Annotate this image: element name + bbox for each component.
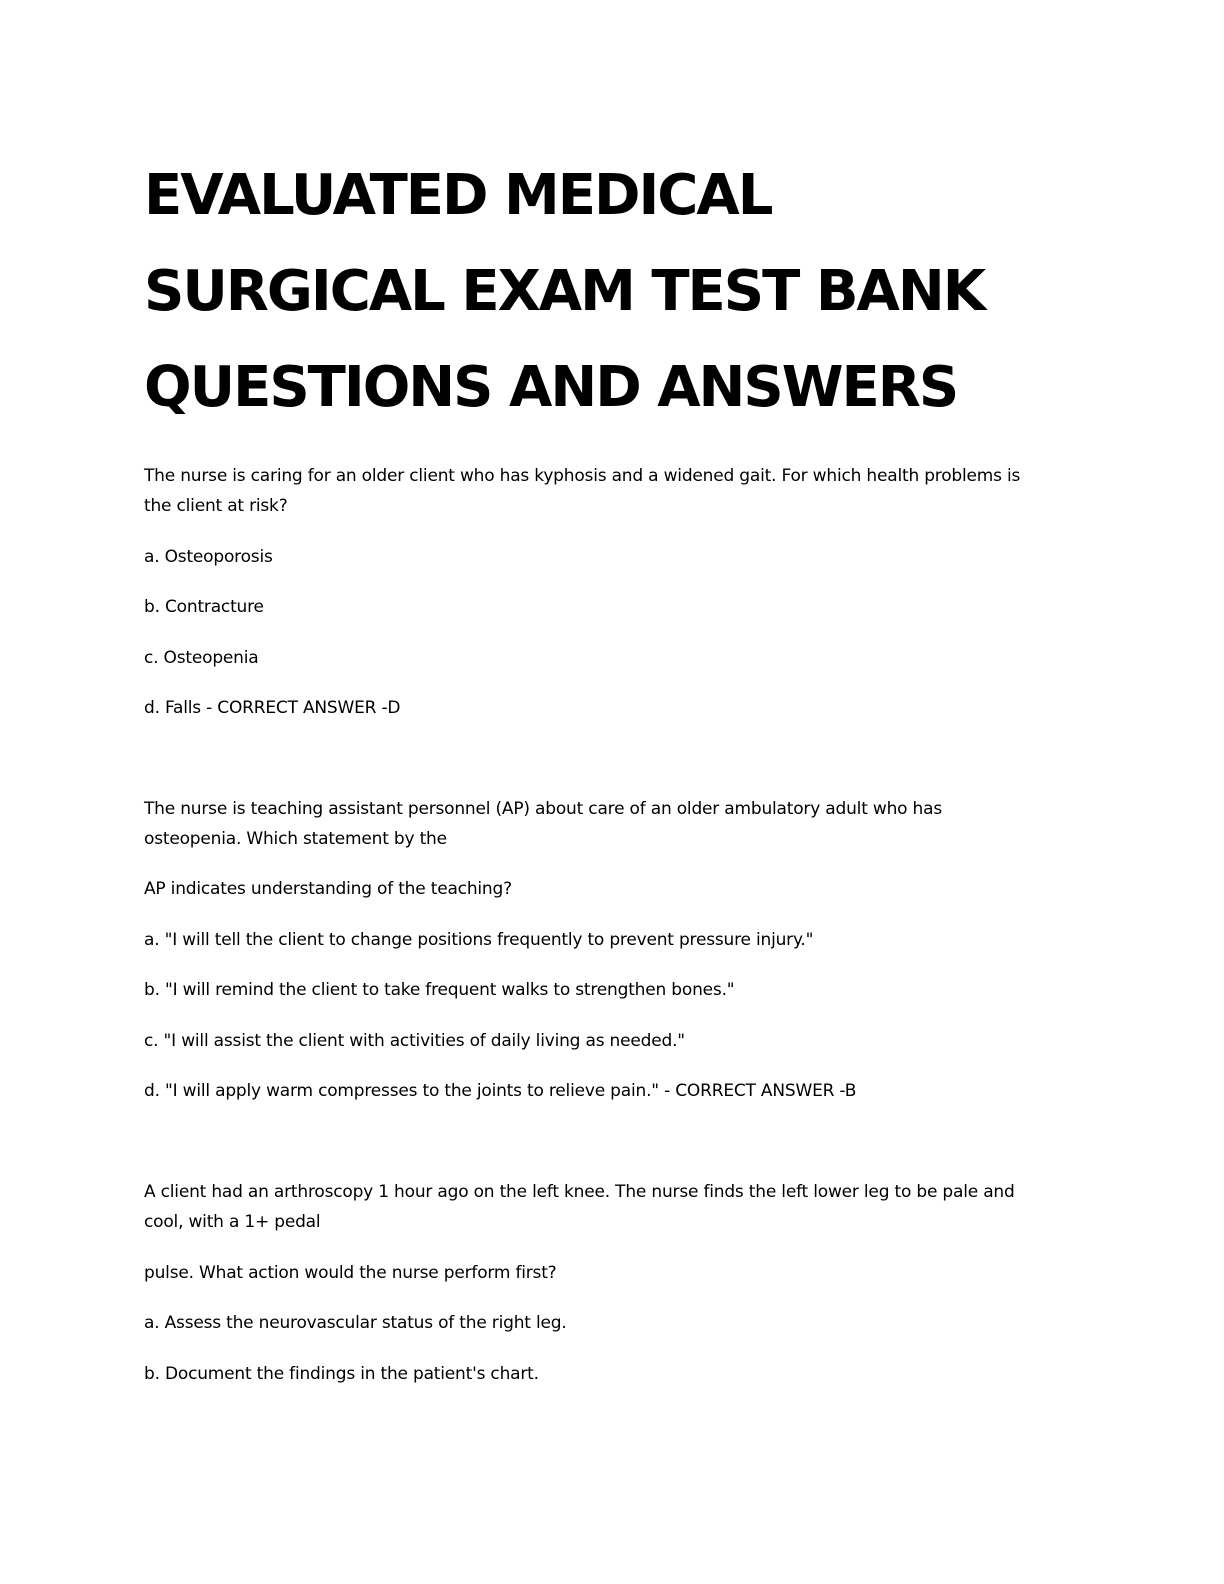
question-1-option-a: a. Osteoporosis [144,547,273,567]
document-title [144,148,1084,436]
title-line-1: EVALUATED MEDICAL [144,163,772,228]
question-1-option-d-answer: d. Falls - CORRECT ANSWER -D [144,698,401,718]
question-3-option-a: a. Assess the neurovascular status of the right leg. [144,1313,567,1333]
question-3-stem-line-2: cool, with a 1+ pedal [144,1212,321,1232]
question-3-option-b: b. Document the findings in the patient's chart. [144,1364,539,1384]
question-2-option-d-answer: d. "I will apply warm compresses to the joints to relieve pain." - CORRECT ANSWER -B [144,1081,857,1101]
question-1-option-c: c. Osteopenia [144,648,259,668]
question-2-stem-line-3: AP indicates understanding of the teaching? [144,879,512,899]
question-2-option-b: b. "I will remind the client to take frequent walks to strengthen bones." [144,980,735,1000]
question-3-stem-line-3: pulse. What action would the nurse perform first? [144,1263,557,1283]
question-2-stem-line-1: The nurse is teaching assistant personnel (AP) about care of an older ambulatory adult who has [144,799,942,819]
title-line-3: QUESTIONS AND ANSWERS [144,355,958,420]
title-line-2: SURGICAL EXAM TEST BANK [144,259,985,324]
question-1-stem-line-2: the client at risk? [144,496,288,516]
question-2-option-a: a. "I will tell the client to change positions frequently to prevent pressure injury." [144,930,814,950]
question-1-option-b: b. Contracture [144,597,264,617]
question-1-stem-line-1: The nurse is caring for an older client who has kyphosis and a widened gait. For which health problems is [144,466,1021,486]
question-2-stem-line-2: osteopenia. Which statement by the [144,829,447,849]
question-2-option-c: c. "I will assist the client with activities of daily living as needed." [144,1031,685,1051]
question-3-stem-line-1: A client had an arthroscopy 1 hour ago on the left knee. The nurse finds the left lower leg to be pale and [144,1182,1015,1202]
